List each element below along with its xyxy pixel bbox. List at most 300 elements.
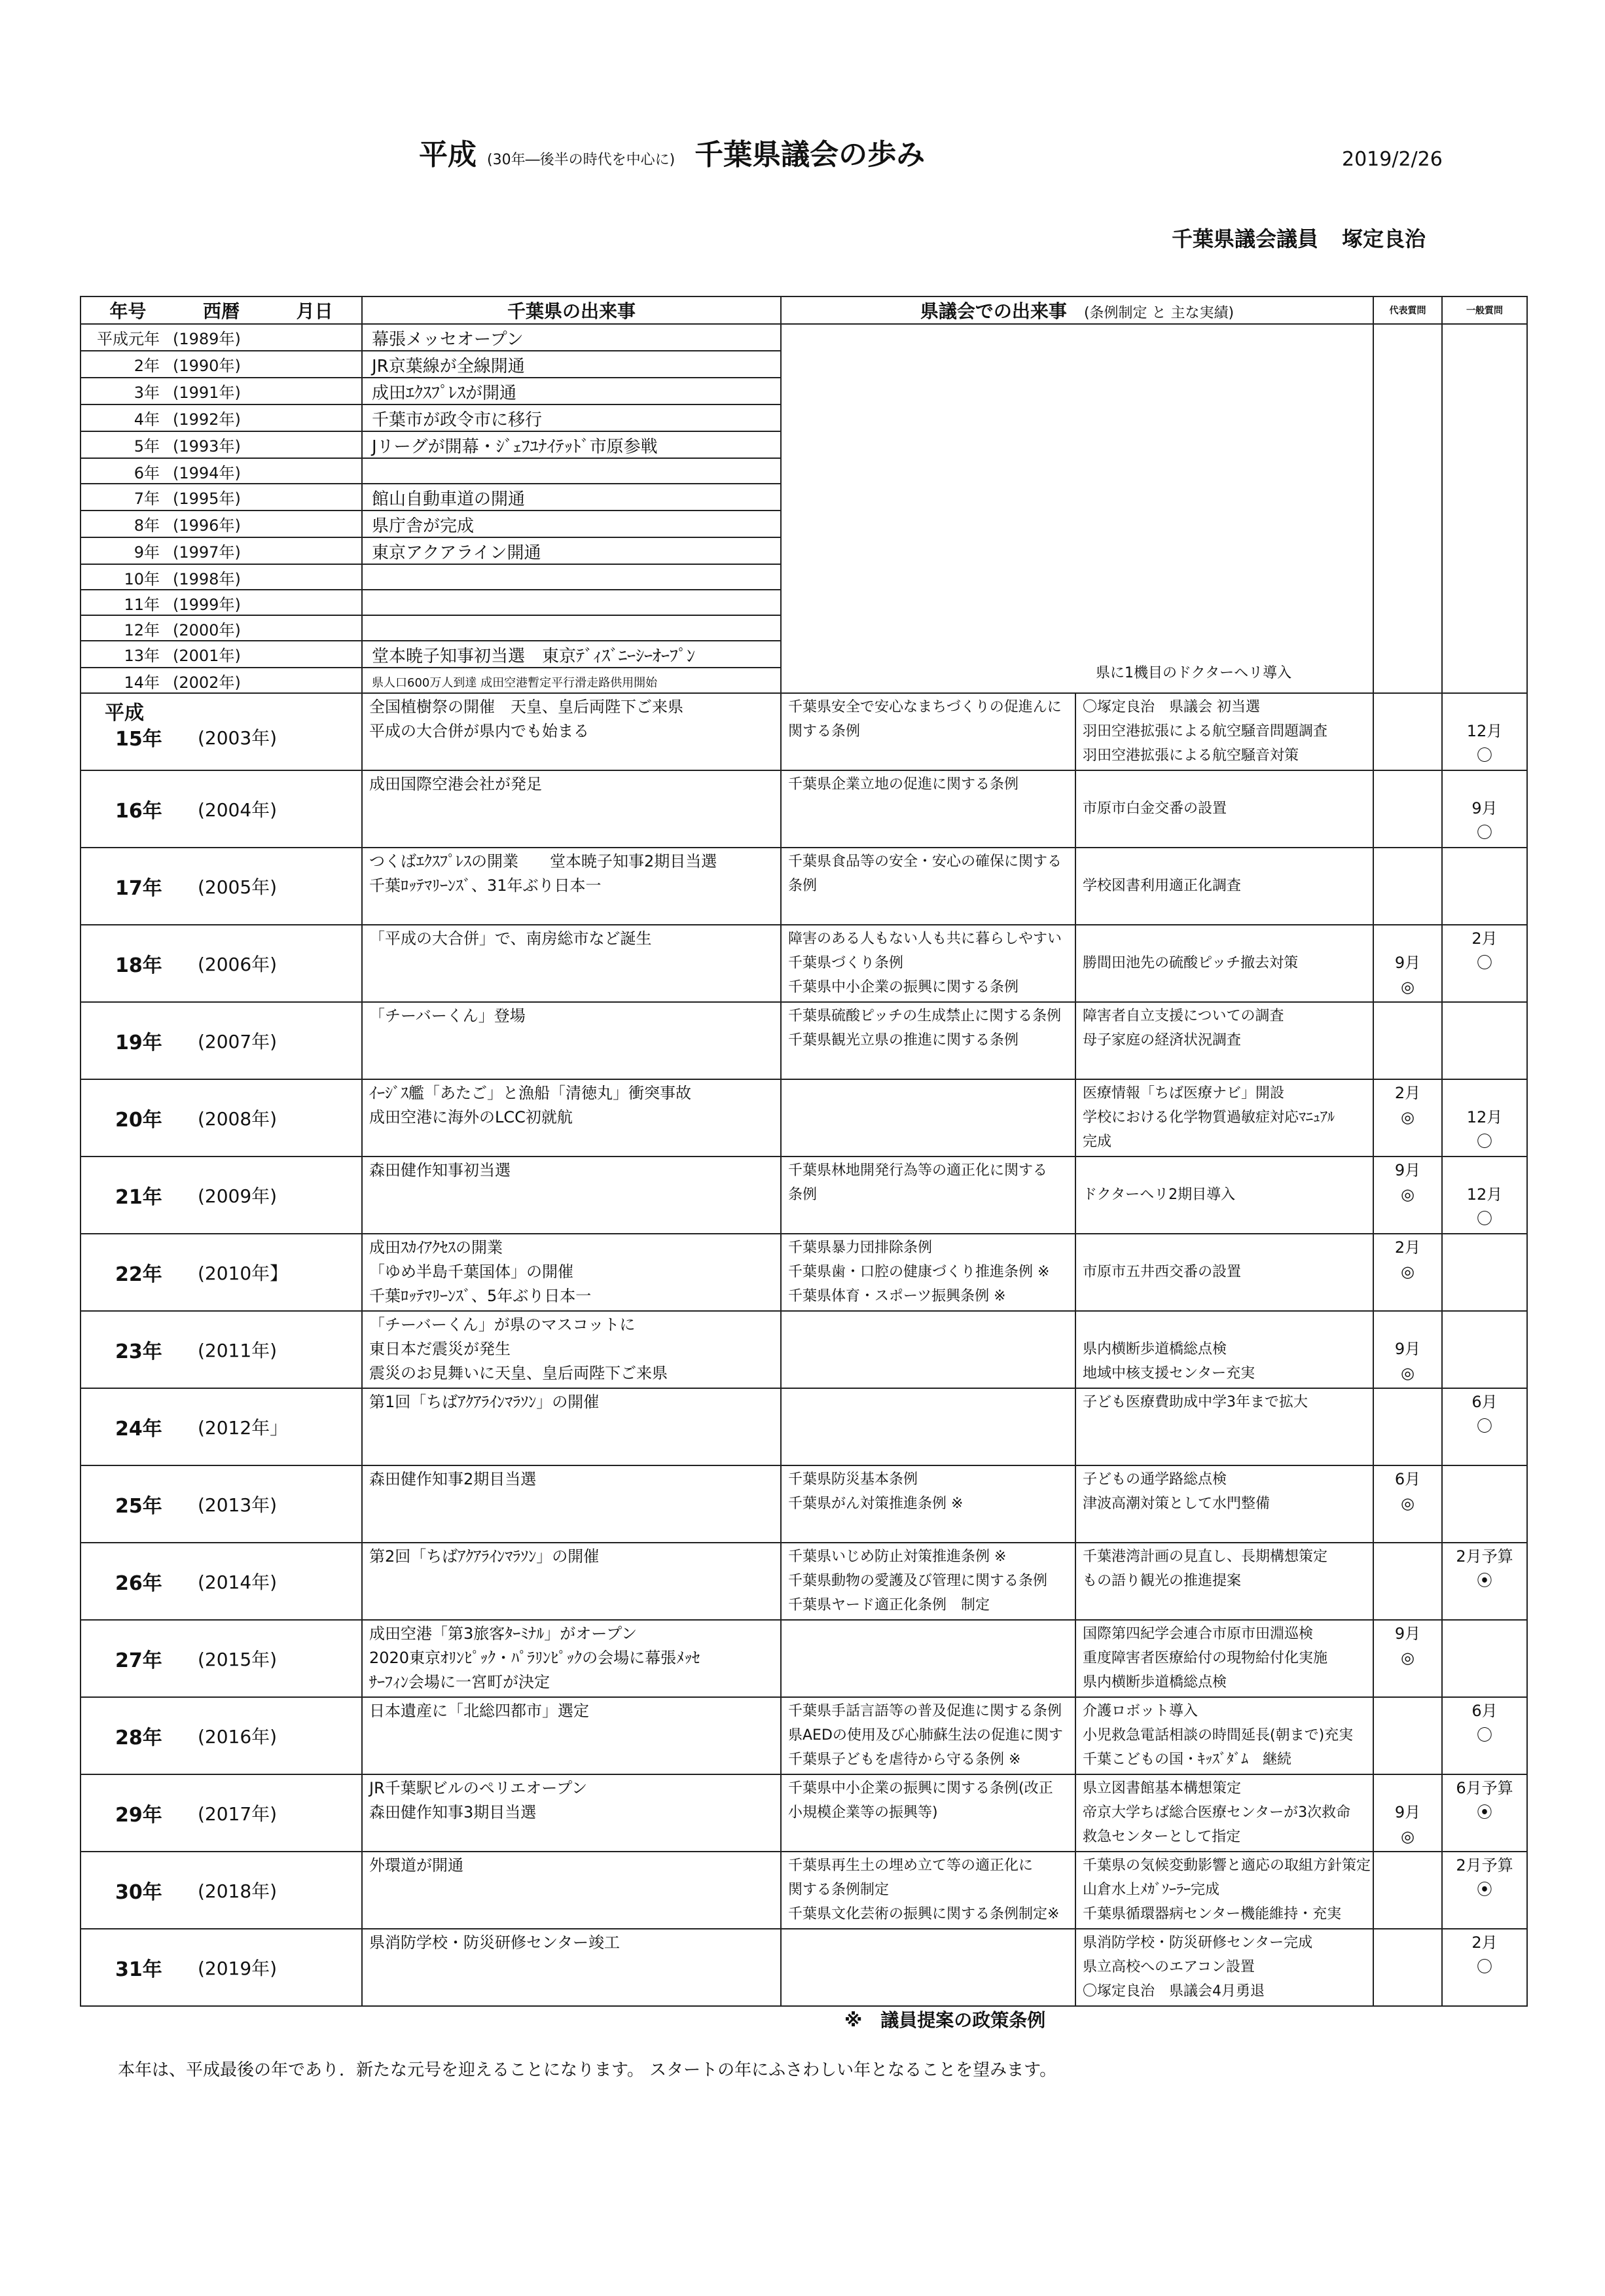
achievement-cell bbox=[1075, 1157, 1373, 1234]
year-western: (2012年」 bbox=[198, 1417, 289, 1439]
year-cell bbox=[81, 1079, 362, 1157]
ordinance-cell-line: 千葉県中小企業の振興に関する条例 bbox=[788, 979, 1019, 996]
year-cell bbox=[81, 1774, 362, 1852]
event-cell-line: 千葉ﾛｯﾃﾏﾘｰﾝｽﾞ、31年ぶり日本一 bbox=[369, 876, 602, 895]
achievement-cell bbox=[1075, 925, 1373, 1002]
rep-question-cell bbox=[1373, 848, 1442, 925]
ordinance-cell-line: 千葉県暴力団排除条例 bbox=[788, 1240, 933, 1256]
year-era: 28年 bbox=[115, 1727, 162, 1749]
general-question-cell bbox=[1442, 770, 1527, 848]
achievement-cell bbox=[1075, 1311, 1373, 1388]
rep-question-cell bbox=[1373, 1774, 1442, 1852]
table-row bbox=[81, 693, 1527, 770]
achievement-cell bbox=[1075, 1543, 1373, 1620]
year-western: (2004年) bbox=[198, 799, 278, 821]
ordinance-cell-line: 千葉県子どもを虐待から守る条例 ※ bbox=[788, 1751, 1021, 1768]
year-western: (2014年) bbox=[198, 1571, 278, 1593]
event-cell bbox=[362, 564, 781, 590]
table-row bbox=[81, 1079, 1527, 1157]
event-cell bbox=[362, 693, 781, 770]
year-western: (1991年) bbox=[173, 384, 241, 402]
ordinance-cell-line: 障害のある人もない人も共に暮らしやすい bbox=[788, 931, 1062, 947]
year-era: 20年 bbox=[115, 1109, 162, 1132]
table-row bbox=[81, 1543, 1527, 1620]
general-question-cell-line: 2月予算 bbox=[1456, 1856, 1513, 1874]
year-era: 15年 bbox=[115, 728, 162, 751]
rep-question-cell-line: ◎ bbox=[1401, 1494, 1415, 1513]
achievement-cell-line: 千葉県循環器病センター機能維持・充実 bbox=[1083, 1906, 1342, 1922]
general-question-cell-line: 〇 bbox=[1477, 954, 1493, 972]
achievement-cell-line: 勝間田池先の硫酸ピッチ撤去対策 bbox=[1083, 955, 1299, 971]
achievement-cell-line bbox=[1083, 1236, 1373, 1260]
ordinance-cell bbox=[781, 925, 1075, 1002]
ordinance-cell-line: 千葉県づくり条例 bbox=[788, 955, 904, 971]
year-western: (1990年) bbox=[173, 357, 241, 375]
rep-question-cell-line: 9月 bbox=[1394, 1803, 1421, 1821]
rep-merged-cell bbox=[1373, 324, 1442, 693]
general-question-cell bbox=[1442, 1311, 1527, 1388]
general-question-cell bbox=[1442, 1543, 1527, 1620]
author-role: 千葉県議会議員 bbox=[1172, 226, 1319, 251]
year-cell bbox=[81, 668, 362, 693]
author-name: 塚定良治 bbox=[1342, 226, 1426, 251]
ordinance-cell-line: 千葉県再生土の埋め立て等の適正化に bbox=[788, 1857, 1034, 1874]
ordinance-cell bbox=[781, 1079, 1075, 1157]
general-question-cell-line: ⦿ bbox=[1477, 1880, 1493, 1899]
year-cell bbox=[81, 564, 362, 590]
rep-question-cell-line bbox=[1374, 1313, 1441, 1337]
achievement-cell-line: 県立図書館基本構想策定 bbox=[1083, 1780, 1242, 1797]
general-question-cell-line: 12月 bbox=[1466, 1108, 1503, 1126]
ordinance-cell bbox=[781, 1234, 1075, 1311]
document-date: 2019/2/26 bbox=[1342, 148, 1443, 171]
year-western: (2002年) bbox=[173, 673, 241, 692]
footnote: ※ 議員提案の政策条例 bbox=[844, 2009, 1046, 2031]
general-question-cell-line bbox=[1443, 772, 1526, 797]
ordinance-cell bbox=[781, 1388, 1075, 1465]
achievement-cell-line: 子ども医療費助成中学3年まで拡大 bbox=[1083, 1394, 1308, 1410]
year-era: 9年 bbox=[134, 543, 160, 562]
table-row bbox=[81, 1620, 1527, 1697]
achievement-cell-line: 〇塚定良治 県議会4月勇退 bbox=[1083, 1983, 1265, 2000]
achievement-cell-line: 帝京大学ちば総合医療センターが3次救命 bbox=[1083, 1804, 1351, 1821]
achievement-cell-line: 救急センターとして指定 bbox=[1083, 1829, 1241, 1845]
achievement-cell bbox=[1075, 1002, 1373, 1079]
achievement-cell-line bbox=[1083, 927, 1373, 951]
ordinance-cell bbox=[781, 1929, 1075, 2006]
ordinance-cell-line: 千葉県文化芸術の振興に関する条例制定※ bbox=[788, 1906, 1060, 1922]
rep-question-cell bbox=[1373, 1002, 1442, 1079]
general-question-cell-line: 〇 bbox=[1477, 1210, 1493, 1228]
rep-question-cell bbox=[1373, 925, 1442, 1002]
event-cell-line: JR千葉駅ビルのペリエオープン bbox=[369, 1779, 588, 1797]
event-cell bbox=[362, 1929, 781, 2006]
year-western: (2001年) bbox=[173, 647, 241, 665]
achievement-cell bbox=[1075, 848, 1373, 925]
year-era: 7年 bbox=[134, 490, 160, 508]
year-era: 30年 bbox=[115, 1881, 162, 1904]
rep-question-cell bbox=[1373, 1311, 1442, 1388]
achievement-cell-line: 障害者自立支援についての調査 bbox=[1083, 1008, 1284, 1024]
achievement-cell bbox=[1075, 1388, 1373, 1465]
year-western: (1994年) bbox=[173, 464, 241, 482]
ordinance-cell-line: 関する条例 bbox=[788, 723, 861, 740]
event-cell bbox=[362, 615, 781, 641]
rep-question-cell-line: ◎ bbox=[1401, 1263, 1415, 1281]
year-cell bbox=[81, 404, 362, 431]
event-cell bbox=[362, 1157, 781, 1234]
achievement-cell bbox=[1075, 1852, 1373, 1929]
event-cell-line: 森田健作知事初当選 bbox=[369, 1161, 511, 1179]
early-council-note: 県に1機目のドクターヘリ導入 bbox=[1096, 665, 1292, 681]
event-cell bbox=[362, 1311, 781, 1388]
title-prefix: 平成 bbox=[419, 138, 477, 171]
header-council bbox=[781, 296, 1373, 324]
achievement-cell-line: もの語り観光の推進提案 bbox=[1083, 1573, 1242, 1589]
event-cell-line: つくばｴｸｽﾌﾟﾚｽの開業 堂本暁子知事2期目当選 bbox=[369, 852, 717, 870]
table-row bbox=[81, 1157, 1527, 1234]
year-western: (2011年) bbox=[198, 1340, 278, 1361]
rep-question-cell bbox=[1373, 693, 1442, 770]
event-cell-line: 「チーバーくん」登場 bbox=[369, 1007, 526, 1025]
rep-question-cell bbox=[1373, 1388, 1442, 1465]
table-row bbox=[81, 1465, 1527, 1543]
year-era: 21年 bbox=[115, 1186, 162, 1209]
rep-question-cell-line: 6月 bbox=[1394, 1470, 1421, 1488]
rep-question-cell bbox=[1373, 1234, 1442, 1311]
event-cell: Jリーグが開幕・ｼﾞｪﾌﾕﾅｲﾃｯﾄﾞ市原参戦 bbox=[362, 431, 781, 458]
ordinance-cell-line: 条例 bbox=[788, 1187, 818, 1203]
rep-question-cell bbox=[1373, 1620, 1442, 1697]
year-western: (2007年) bbox=[198, 1031, 278, 1052]
general-question-cell-line bbox=[1443, 1081, 1526, 1105]
achievement-cell-line: 母子家庭の経済状況調査 bbox=[1083, 1032, 1242, 1049]
chronology-table bbox=[80, 296, 1528, 2007]
general-question-cell-line: 〇 bbox=[1477, 1726, 1493, 1744]
year-era: 24年 bbox=[115, 1418, 162, 1441]
rep-question-cell bbox=[1373, 1465, 1442, 1543]
table-row bbox=[81, 848, 1527, 925]
general-question-cell-line: ⦿ bbox=[1477, 1571, 1493, 1590]
event-cell-line: 東日本だ震災が発生 bbox=[369, 1340, 511, 1358]
event-cell bbox=[362, 770, 781, 848]
ordinance-cell-line: 千葉県がん対策推進条例 ※ bbox=[788, 1496, 964, 1512]
achievement-cell-line: 国際第四紀学会連合市原市田淵巡検 bbox=[1083, 1626, 1314, 1642]
ordinance-cell-line: 千葉県手話言語等の普及促進に関する条例 bbox=[788, 1703, 1062, 1719]
achievement-cell-line: 学校図書利用適正化調査 bbox=[1083, 878, 1242, 894]
year-western: (2013年) bbox=[198, 1494, 278, 1516]
year-western: (1989年) bbox=[173, 330, 241, 348]
general-question-cell-line: 〇 bbox=[1477, 746, 1493, 764]
year-cell bbox=[81, 641, 362, 668]
year-cell bbox=[81, 1465, 362, 1543]
ordinance-cell-line: 小規模企業等の振興等) bbox=[788, 1804, 938, 1821]
ordinance-cell bbox=[781, 848, 1075, 925]
year-cell bbox=[81, 1157, 362, 1234]
event-cell: 県人口600万人到達 成田空港暫定平行滑走路供用開始 bbox=[362, 668, 781, 693]
achievement-cell-line: 地域中核支援センター充実 bbox=[1083, 1365, 1255, 1382]
ordinance-cell-line: 千葉県林地開発行為等の適正化に関する bbox=[788, 1162, 1048, 1179]
event-cell: 千葉市が政令市に移行 bbox=[362, 404, 781, 431]
header-general-question: 一般質問 bbox=[1442, 296, 1527, 324]
year-era: 22年 bbox=[115, 1263, 162, 1286]
year-cell bbox=[81, 615, 362, 641]
ordinance-cell bbox=[781, 1852, 1075, 1929]
ordinance-cell bbox=[781, 770, 1075, 848]
general-question-cell bbox=[1442, 1002, 1527, 1079]
achievement-cell-line: 県消防学校・防災研修センター完成 bbox=[1083, 1935, 1313, 1951]
year-cell bbox=[81, 1002, 362, 1079]
ordinance-cell-line: 関する条例制定 bbox=[788, 1882, 890, 1898]
year-era: 25年 bbox=[115, 1495, 162, 1518]
event-cell-line: 日本遺産に「北総四都市」選定 bbox=[369, 1702, 589, 1720]
achievement-cell-line: 市原市白金交番の設置 bbox=[1083, 800, 1227, 817]
event-cell bbox=[362, 590, 781, 615]
year-western: (1992年) bbox=[173, 410, 241, 429]
event-cell bbox=[362, 1774, 781, 1852]
title-main: 千葉県議会の歩み bbox=[694, 138, 926, 171]
year-western: (2003年) bbox=[198, 727, 278, 749]
event-cell-line: 平成の大合併が県内でも始まる bbox=[369, 722, 589, 740]
author-line bbox=[1172, 223, 1426, 253]
general-question-cell bbox=[1442, 848, 1527, 925]
event-cell-line: 成田ｽｶｲｱｸｾｽの開業 bbox=[369, 1238, 503, 1257]
event-cell-line: ｲｰｼﾞｽ艦「あたご」と漁船「清徳丸」衝突事故 bbox=[369, 1084, 691, 1102]
achievement-cell-line: 県内横断歩道橋総点検 bbox=[1083, 1674, 1227, 1691]
general-question-cell bbox=[1442, 1388, 1527, 1465]
year-era: 13年 bbox=[124, 647, 160, 665]
achievement-cell bbox=[1075, 1620, 1373, 1697]
year-western: (2019年) bbox=[198, 1958, 278, 1979]
general-question-cell bbox=[1442, 1620, 1527, 1697]
year-era: 12年 bbox=[124, 621, 160, 639]
ordinance-cell-line: 千葉県観光立県の推進に関する条例 bbox=[788, 1032, 1019, 1049]
event-cell bbox=[362, 1543, 781, 1620]
table-row bbox=[81, 1852, 1527, 1929]
year-cell bbox=[81, 378, 362, 404]
year-western: (2018年) bbox=[198, 1880, 278, 1902]
rep-question-cell bbox=[1373, 1852, 1442, 1929]
achievement-cell-line: 完成 bbox=[1083, 1134, 1112, 1150]
table-row bbox=[81, 324, 1527, 351]
year-cell bbox=[81, 537, 362, 564]
year-western: (1997年) bbox=[173, 543, 241, 562]
event-cell-line: 2020東京ｵﾘﾝﾋﾟｯｸ・ﾊﾟﾗﾘﾝﾋﾟｯｸの会場に幕張ﾒｯｾ bbox=[369, 1649, 700, 1667]
general-question-cell-line: 〇 bbox=[1477, 823, 1493, 842]
rep-question-cell-line: ◎ bbox=[1401, 978, 1415, 996]
year-era: 31年 bbox=[115, 1958, 162, 1981]
year-cell bbox=[81, 351, 362, 378]
achievement-cell-line: 県内横断歩道橋総点検 bbox=[1083, 1341, 1227, 1357]
general-question-cell-line: 2月 bbox=[1471, 1933, 1498, 1952]
header-western: 西暦 bbox=[202, 300, 240, 322]
event-cell bbox=[362, 1697, 781, 1774]
achievement-cell-line: 羽田空港拡張による航空騒音対策 bbox=[1083, 747, 1299, 764]
year-era: 23年 bbox=[115, 1340, 162, 1363]
ordinance-cell-line: 千葉県いじめ防止対策推進条例 ※ bbox=[788, 1549, 1007, 1565]
table-row bbox=[81, 1311, 1527, 1388]
event-cell: JR京葉線が全線開通 bbox=[362, 351, 781, 378]
achievement-cell bbox=[1075, 693, 1373, 770]
year-western: (2006年) bbox=[198, 954, 278, 975]
event-cell: 県庁舎が完成 bbox=[362, 511, 781, 537]
table-row bbox=[81, 1002, 1527, 1079]
event-cell-line: 成田空港「第3旅客ﾀｰﾐﾅﾙ」がオープン bbox=[369, 1624, 638, 1643]
year-western: (2015年) bbox=[198, 1649, 278, 1670]
ordinance-cell-line: 千葉県動物の愛護及び管理に関する条例 bbox=[788, 1573, 1048, 1589]
year-era: 26年 bbox=[115, 1572, 162, 1595]
event-cell-line: 千葉ﾛｯﾃﾏﾘｰﾝｽﾞ、5年ぶり日本一 bbox=[369, 1287, 592, 1305]
year-era: 10年 bbox=[124, 570, 160, 588]
general-question-cell-line: 6月予算 bbox=[1456, 1779, 1513, 1797]
achievement-cell-line: 千葉こどもの国・ｷｯｽﾞﾀﾞﾑ 継続 bbox=[1083, 1751, 1292, 1768]
table-row bbox=[81, 1929, 1527, 2006]
year-era: 17年 bbox=[115, 877, 162, 900]
table-body bbox=[81, 324, 1527, 2006]
general-question-cell-line: 6月 bbox=[1471, 1393, 1498, 1411]
event-cell-line: 「平成の大合併」で、南房総市など誕生 bbox=[369, 929, 652, 948]
general-question-cell bbox=[1442, 1852, 1527, 1929]
ordinance-cell bbox=[781, 1543, 1075, 1620]
year-era: 27年 bbox=[115, 1649, 162, 1672]
event-cell bbox=[362, 1388, 781, 1465]
event-cell bbox=[362, 458, 781, 484]
year-era: 平成元年 bbox=[97, 330, 160, 348]
achievement-cell-line bbox=[1083, 772, 1373, 797]
year-era: 18年 bbox=[115, 954, 162, 977]
year-cell bbox=[81, 431, 362, 458]
ordinance-cell-line: 千葉県安全で安心なまちづくりの促進んに bbox=[788, 699, 1062, 715]
header-year bbox=[81, 296, 362, 324]
achievement-cell-line: 学校における化学物質過敏症対応ﾏﾆｭｱﾙ bbox=[1083, 1109, 1335, 1126]
year-era-label: 平成 bbox=[105, 702, 144, 725]
rep-question-cell-line: 9月 bbox=[1394, 1161, 1421, 1179]
general-question-cell-line: 〇 bbox=[1477, 1417, 1493, 1435]
year-western: (1998年) bbox=[173, 570, 241, 588]
achievement-cell-line: 介護ロボット導入 bbox=[1083, 1703, 1199, 1719]
title-subtitle: (30年―後半の時代を中心に) bbox=[487, 152, 676, 168]
ordinance-cell-line: 千葉県硫酸ピッチの生成禁止に関する条例 bbox=[788, 1008, 1062, 1024]
header-council-label: 県議会での出来事 bbox=[920, 300, 1067, 322]
year-western: (1993年) bbox=[173, 437, 241, 456]
event-cell-line: 「チーバーくん」が県のマスコットに bbox=[369, 1316, 636, 1334]
document-title bbox=[419, 131, 925, 173]
general-question-cell bbox=[1442, 1079, 1527, 1157]
rep-question-cell-line: 2月 bbox=[1394, 1238, 1421, 1257]
achievement-cell-line: 羽田空港拡張による航空騒音問題調査 bbox=[1083, 723, 1328, 740]
achievement-cell bbox=[1075, 1234, 1373, 1311]
achievement-cell-line: 津波高潮対策として水門整備 bbox=[1083, 1496, 1271, 1512]
table-row bbox=[81, 1388, 1527, 1465]
table-row bbox=[81, 1234, 1527, 1311]
general-question-cell-line: 9月 bbox=[1471, 799, 1498, 817]
year-western: (2008年) bbox=[198, 1108, 278, 1130]
general-question-cell-line: 6月 bbox=[1471, 1702, 1498, 1720]
year-era: 2年 bbox=[134, 357, 160, 375]
year-era: 3年 bbox=[134, 384, 160, 402]
general-question-cell-line: 2月 bbox=[1471, 929, 1498, 948]
event-cell-line: 森田健作知事3期目当選 bbox=[369, 1803, 537, 1821]
year-western: (2016年) bbox=[198, 1726, 278, 1748]
year-western: (2017年) bbox=[198, 1803, 278, 1825]
year-cell bbox=[81, 1697, 362, 1774]
year-cell bbox=[81, 1929, 362, 2006]
event-cell-line: 「ゆめ半島千葉国体」の開催 bbox=[369, 1263, 573, 1281]
event-cell: 館山自動車道の開通 bbox=[362, 484, 781, 511]
year-western: (1996年) bbox=[173, 516, 241, 535]
general-question-cell-line bbox=[1443, 695, 1526, 719]
event-cell: 東京アクアライン開通 bbox=[362, 537, 781, 564]
ordinance-cell-line: 条例 bbox=[788, 878, 818, 894]
year-cell bbox=[81, 458, 362, 484]
event-cell-line: 外環道が開通 bbox=[369, 1856, 463, 1874]
event-cell-line: 第1回「ちばｱｸｱﾗｲﾝﾏﾗｿﾝ」の開催 bbox=[369, 1393, 600, 1411]
achievement-cell-line bbox=[1083, 850, 1373, 874]
header-rep-question: 代表質問 bbox=[1373, 296, 1442, 324]
header-date: 月日 bbox=[296, 300, 333, 322]
ordinance-cell bbox=[781, 1620, 1075, 1697]
year-cell bbox=[81, 693, 362, 770]
table-row bbox=[81, 925, 1527, 1002]
event-cell-line: 震災のお見舞いに天皇、皇后両陛下ご来県 bbox=[369, 1364, 668, 1382]
general-merged-cell bbox=[1442, 324, 1527, 693]
general-question-cell-line: 2月予算 bbox=[1456, 1547, 1513, 1566]
year-era: 6年 bbox=[134, 464, 160, 482]
achievement-cell-line: ドクターヘリ2期目導入 bbox=[1083, 1187, 1236, 1203]
event-cell bbox=[362, 1852, 781, 1929]
year-western: (2010年】 bbox=[198, 1263, 289, 1284]
year-era: 19年 bbox=[115, 1031, 162, 1054]
ordinance-cell bbox=[781, 1157, 1075, 1234]
ordinance-cell-line: 千葉県防災基本条例 bbox=[788, 1471, 918, 1488]
ordinance-cell bbox=[781, 1774, 1075, 1852]
event-cell-line: 全国植樹祭の開催 天皇、皇后両陛下ご来県 bbox=[369, 698, 683, 716]
rep-question-cell bbox=[1373, 1697, 1442, 1774]
ordinance-cell-line: 千葉県中小企業の振興に関する条例(改正 bbox=[788, 1780, 1053, 1797]
year-era: 11年 bbox=[124, 596, 160, 614]
year-western: (1995年) bbox=[173, 490, 241, 508]
achievement-cell-line: 千葉港湾計画の見直し、長期構想策定 bbox=[1083, 1549, 1328, 1565]
year-western: (2009年) bbox=[198, 1185, 278, 1207]
general-question-cell-line: 〇 bbox=[1477, 1132, 1493, 1151]
ordinance-cell-line: 千葉県ヤード適正化条例 制定 bbox=[788, 1597, 990, 1613]
year-cell bbox=[81, 1311, 362, 1388]
year-era: 14年 bbox=[124, 673, 160, 692]
year-cell bbox=[81, 1620, 362, 1697]
achievement-cell bbox=[1075, 1774, 1373, 1852]
ordinance-cell-line: 千葉県体育・スポーツ振興条例 ※ bbox=[788, 1288, 1006, 1304]
rep-question-cell-line: ◎ bbox=[1401, 1364, 1415, 1382]
rep-question-cell-line: ◎ bbox=[1401, 1827, 1415, 1846]
general-question-cell bbox=[1442, 1774, 1527, 1852]
event-cell bbox=[362, 1234, 781, 1311]
event-cell bbox=[362, 1465, 781, 1543]
achievement-cell-line bbox=[1083, 1313, 1373, 1337]
achievement-cell-line: 山倉水上ﾒｶﾞｿｰﾗｰ完成 bbox=[1083, 1882, 1220, 1898]
general-question-cell bbox=[1442, 1697, 1527, 1774]
general-question-cell-line: 12月 bbox=[1466, 1185, 1503, 1204]
achievement-cell-line: 重度障害者医療給付の現物給付化実施 bbox=[1083, 1650, 1328, 1666]
event-cell-line: 県消防学校・防災研修センター竣工 bbox=[369, 1933, 621, 1952]
closing-remark: 本年は、平成最後の年であり．新たな元号を迎えることになります。 スタートの年にふさわしい年となることを望みます。 bbox=[118, 2060, 1057, 2080]
achievement-cell bbox=[1075, 1079, 1373, 1157]
rep-question-cell-line: ◎ bbox=[1401, 1185, 1415, 1204]
year-cell bbox=[81, 324, 362, 351]
general-question-cell bbox=[1442, 693, 1527, 770]
table-row bbox=[81, 1697, 1527, 1774]
achievement-cell-line: 子どもの通学路総点検 bbox=[1083, 1471, 1227, 1488]
general-question-cell bbox=[1442, 1929, 1527, 2006]
